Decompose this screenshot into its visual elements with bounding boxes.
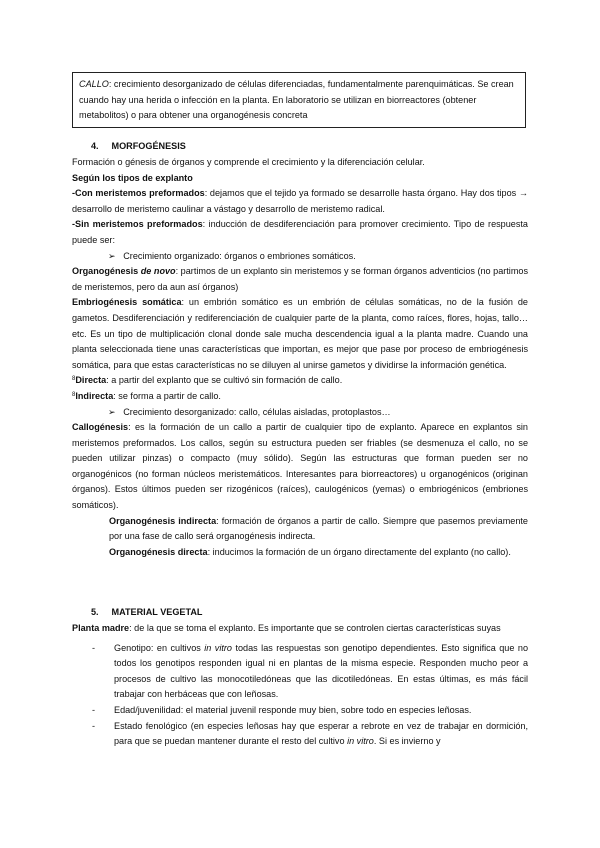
callo-definition-box [72,72,526,128]
embriogenesis-paragraph [72,295,528,373]
bullet-disorganized-text: Crecimiento desorganizado: callo, células aisladas, protoplastos… [123,406,391,417]
org-dir-text: : inducimos la formación de un órgano directamente del explanto (no callo). [207,546,511,557]
planta-term: Planta madre [72,623,130,633]
estado-text-a: Estado fenológico (en especies leñosas hay que esperar a rebrote en vez de trabajar en dormición, para que se puedan mantener durante el resto del cultivo [114,720,528,747]
section-5-title: MATERIAL VEGETAL [111,607,203,617]
section-5-body [72,621,528,750]
bullet-disorganized [72,405,528,421]
organogenesis-indirecta-paragraph [109,514,528,545]
directa-paragraph [72,373,528,389]
explant-types-subheading [72,171,528,187]
genotipo-italic: in vitro [204,642,232,653]
indirecta-text: : se forma a partir de callo. [113,390,221,401]
indirecta-mark: 8 [72,391,76,398]
bullet-organized [72,249,528,265]
directa-term: Directa [75,375,107,386]
planta-madre-paragraph [72,621,528,637]
sin-meristemos-paragraph [72,217,528,248]
callo-sep: : [108,79,114,89]
section-5-number: 5. [91,607,99,617]
section-4-title: MORFOGÉNESIS [111,141,186,151]
callogenesis-term: Callogénesis [72,422,129,433]
genotipo-text-b: todas las respuestas son genotipo dependientes. Esto significa que no todos los genotipos responden igual ni en plantas de la misma especie. Responden mucho peor a procesos de cultivo las monocotiledóneas que las dicotiledóneas. En estas últimas, es más fácil trabajar con herbáceas que con leñosas. [114,642,529,700]
estado-item [92,719,528,750]
section-5-heading [91,605,202,621]
organogenesis-paragraph [72,264,528,295]
sin-term: -Sin meristemos preformados [72,219,203,230]
estado-text-b: . Si es invierno y [373,736,441,747]
section-4-heading [91,139,186,155]
subhead-text: Según los tipos de explanto [72,172,193,183]
edad-text: Edad/juvenilidad: el material juvenil responde muy bien, sobre todo en especies leñosas. [114,704,472,715]
dash-bullet: - [92,642,96,653]
con-text: : dejamos que el tejido ya formado se desarrolle hasta órgano. Hay dos tipos → desarrollo de meristemo caulinar a vástago y desarrollo de meristemo radical. [72,188,528,214]
embrio-text: : un embrión somático es un embrión de células somáticas, no de la fusión de gametos. Desdiferenciación y rediferenciación de cualquier parte de la planta, como raíces, flores, hojas, tallo… etc. Es un tipo de multiplicación clonal donde sale mucha descendencia igual a la planta madre. Cuando una planta seleccionada tiene unas características que importan, es mejor que pase por proceso de embriogénesis somática, para que estas características no se diluyen al unirse gametos y dividirse la información genética. [72,297,528,370]
section-4-number: 4. [91,141,99,151]
edad-item [92,703,528,719]
org-dir-term: Organogénesis directa [109,546,208,557]
indirecta-term: Indirecta [75,390,114,401]
con-term: -Con meristemos preformados [72,188,205,199]
organo-term: Organogénesis [72,266,139,277]
directa-mark: 8 [72,376,76,383]
indirecta-paragraph [72,389,528,405]
org-ind-text: : formación de órganos a partir de callo. Siempre que pasemos previamente por una fase de callo será organogénesis indirecta. [109,515,528,542]
arrow-bullet-icon: ➢ [108,406,116,417]
organogenesis-directa-paragraph [109,545,528,561]
org-ind-term: Organogénesis indirecta [109,515,217,526]
estado-italic: in vitro [347,736,374,747]
callo-term: CALLO [79,79,109,89]
arrow-bullet-icon: ➢ [108,250,116,261]
section-4-body [72,155,528,560]
con-meristemos-paragraph [72,186,528,217]
callogenesis-paragraph [72,420,528,514]
sin-text: : inducción de desdiferenciación para promover crecimiento. Tipo de respuesta puede ser: [72,219,528,245]
callo-text: crecimiento desorganizado de células diferenciadas, fundamentalmente parenquimáticas. Se crean cuando hay una herida o infección en la planta. En laboratorio se utilizan en biorreactores (obtener metabolitos) o para obtener una organogénesis concreta [79,79,514,121]
organo-term-italic: de novo [140,266,176,277]
callogenesis-text: : es la formación de un callo a partir de cualquier tipo de explanto. Aparece en explantos sin meristemos preformados. Los callos, según su estructura pueden ser friables (se desmenuza el callo, no se pueden utilizar pinzas) o compacto (muy sólido). Según las estructuras que forman pueden ser no organogénicos (no forman núcleos meristemáticos. Interesantes para biorreactores) u organogénicos (originan órganos). Estos últimos pueden ser rizogénicos (raíces), caulogénicos (yemas) o embriogénicos (embriones somáticos). [72,422,528,511]
directa-text: : a partir del explanto que se cultivó sin formación de callo. [106,375,343,386]
dash-bullet: - [92,720,96,731]
planta-text: : de la que se toma el explanto. Es importante que se controlen ciertas características suyas [129,623,501,633]
organo-text: : partimos de un explanto sin meristemos y se forman órganos adventicios (no partimos de meristemos, pero da aun así órganos) [72,266,529,292]
dash-bullet: - [92,704,96,715]
section-4-intro: Formación o génesis de órganos y comprende el crecimiento y la diferenciación celular. [72,157,425,167]
genotipo-item [92,641,528,703]
bullet-organized-text: Crecimiento organizado: órganos o embriones somáticos. [123,250,356,261]
embrio-term: Embriogénesis somática [72,297,182,308]
genotipo-text-a: Genotipo: en cultivos [114,642,205,653]
